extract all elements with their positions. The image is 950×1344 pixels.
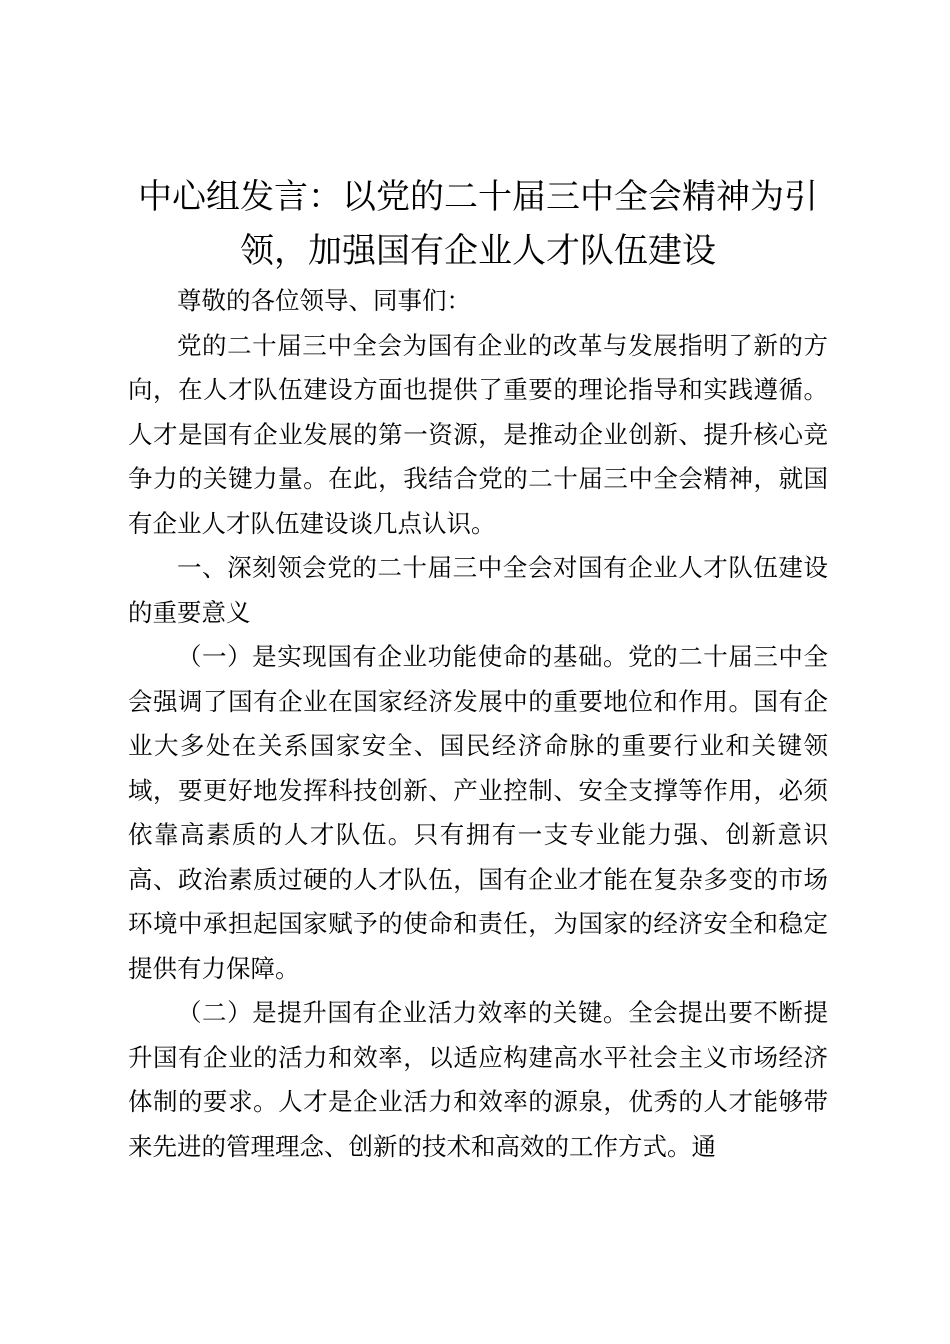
document-title: 中心组发言：以党的二十届三中全会精神为引领，加强国有企业人才队伍建设 [138, 177, 818, 271]
greeting-paragraph: 尊敬的各位领导、同事们： [177, 286, 471, 315]
document-body [128, 170, 828, 1169]
subsection-paragraph-1: （一）是实现国有企业功能使命的基础。党的二十届三中全会强调了国有企业在国家经济发展中的重要地位和作用。国有企业大多处在关系国家安全、国民经济命脉的重要行业和关键领域，要更好地发挥科技创新、产业控制、安全支撑等作用，必须依靠高素质的人才队伍。只有拥有一支专业能力强、创新意识高、政治素质过硬的人才队伍，国有企业才能在复杂多变的市场环境中承担起国家赋予的使命和责任，为国家的经济安全和稳定提供有力保障。 [128, 642, 828, 983]
section-heading-1: 一、深刻领会党的二十届三中全会对国有企业人才队伍建设的重要意义 [128, 553, 828, 627]
intro-paragraph: 党的二十届三中全会为国有企业的改革与发展指明了新的方向，在人才队伍建设方面也提供了重要的理论指导和实践遵循。人才是国有企业发展的第一资源，是推动企业创新、提升核心竞争力的关键力量。在此，我结合党的二十届三中全会精神，就国有企业人才队伍建设谈几点认识。 [128, 330, 828, 538]
subsection-paragraph-2: （二）是提升国有企业活力效率的关键。全会提出要不断提升国有企业的活力和效率，以适应构建高水平社会主义市场经济体制的要求。人才是企业活力和效率的源泉，优秀的人才能够带来先进的管理理念、创新的技术和高效的工作方式。通 [128, 998, 828, 1161]
